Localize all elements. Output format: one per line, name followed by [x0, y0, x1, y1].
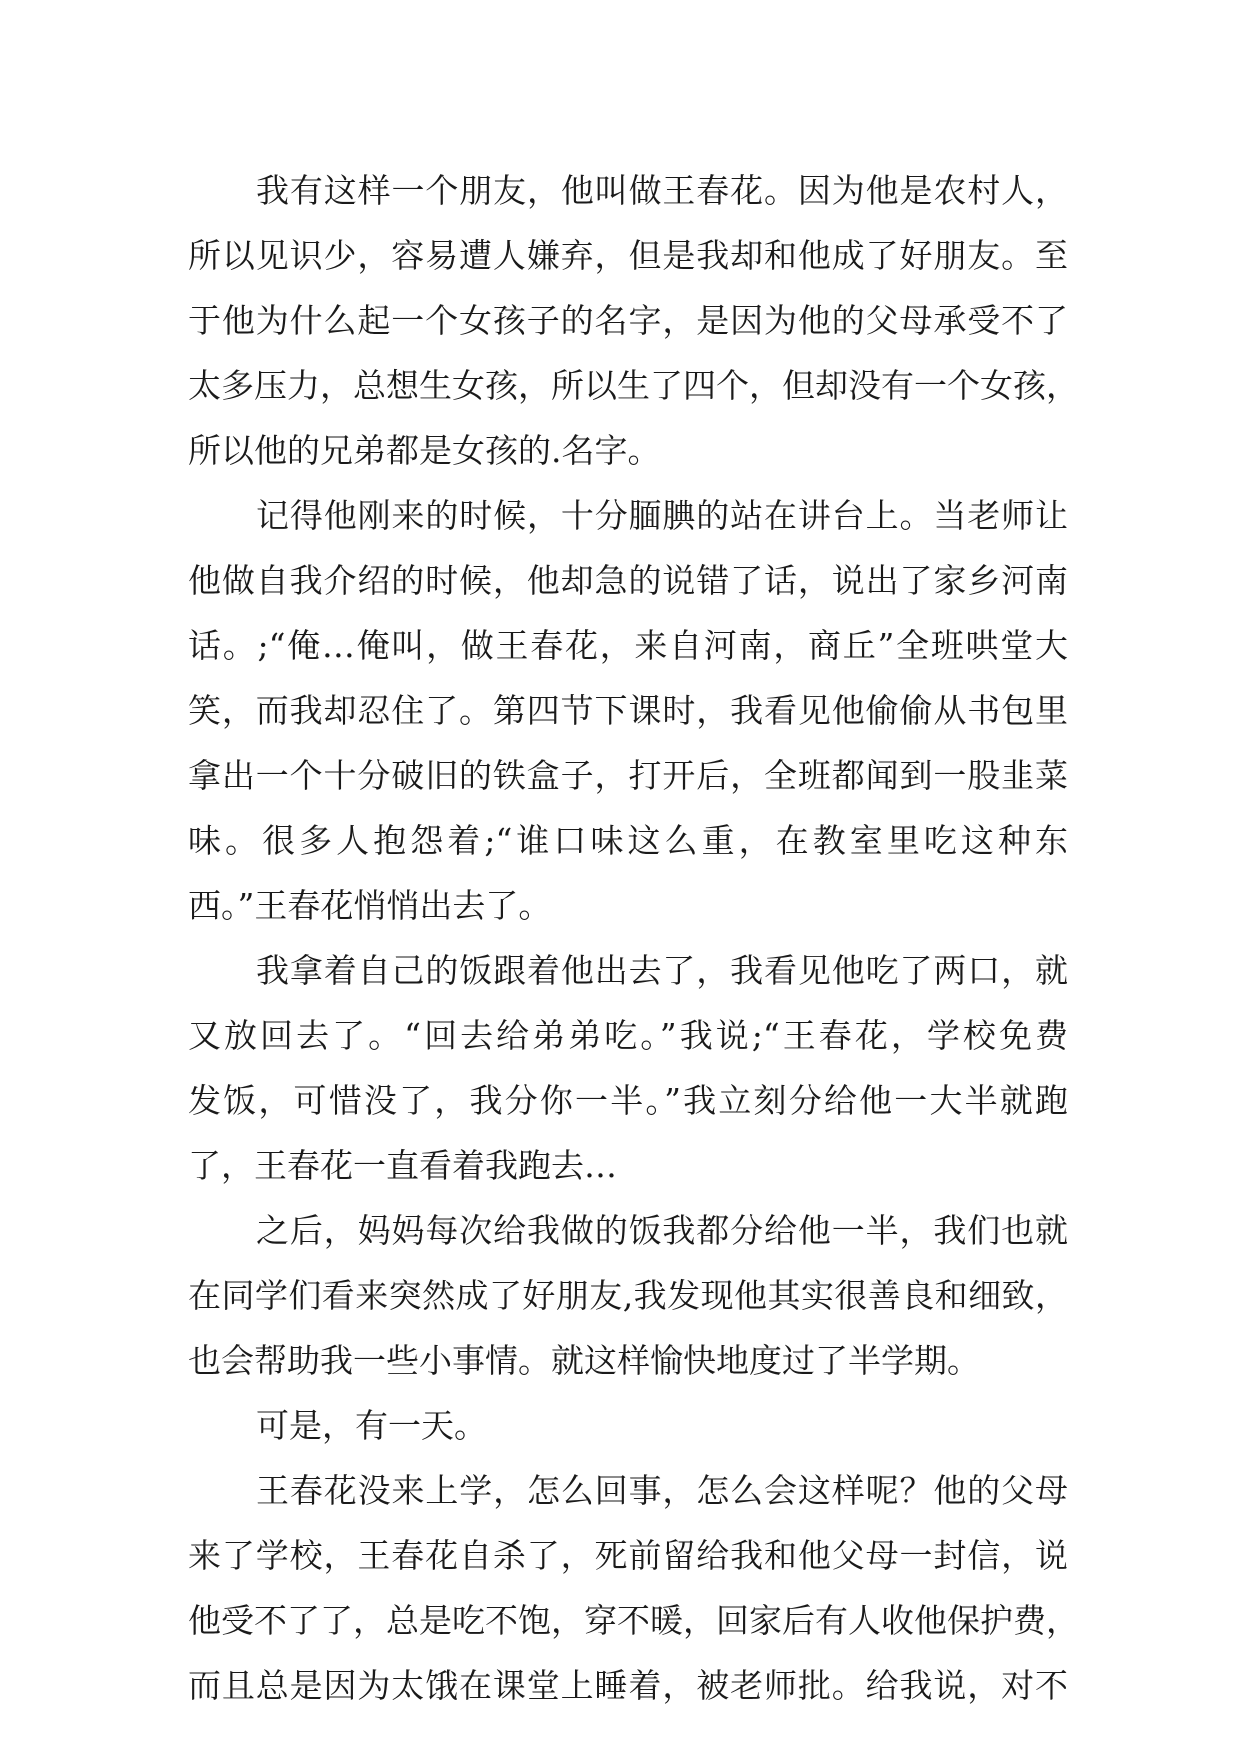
text-line: 之后，妈妈每次给我做的饭我都分给他一半，我们也就	[256, 1211, 1068, 1250]
text-line: 王春花没来上学，怎么回事，怎么会这样呢？他的父母	[256, 1471, 1068, 1510]
text-line: 又放回去了。“回去给弟弟吃。”我说;“王春花，学校免费	[188, 1016, 1068, 1055]
text-line: 可是，有一天。	[256, 1406, 487, 1445]
text-line: 西。”王春花悄悄出去了。	[188, 886, 552, 925]
text-line: 太多压力，总想生女孩，所以生了四个，但却没有一个女孩，	[188, 366, 1079, 405]
text-line: 所以他的兄弟都是女孩的.名字。	[188, 431, 661, 470]
text-line: 于他为什么起一个女孩子的名字，是因为他的父母承受不了	[188, 301, 1068, 340]
text-line: 来了学校，王春花自杀了，死前留给我和他父母一封信，说	[188, 1536, 1068, 1575]
text-line: 也会帮助我一些小事情。就这样愉快地度过了半学期。	[188, 1341, 980, 1380]
essay-body	[188, 158, 1079, 1718]
text-line: 他受不了了，总是吃不饱，穿不暖，回家后有人收他保护费，	[188, 1601, 1079, 1640]
text-line: 笑，而我却忍住了。第四节下课时，我看见他偷偷从书包里	[188, 691, 1068, 730]
text-line: 味。很多人抱怨着;“谁口味这么重，在教室里吃这种东	[188, 821, 1068, 860]
text-line: 我有这样一个朋友，他叫做王春花。因为他是农村人，	[256, 171, 1068, 210]
text-line: 记得他刚来的时候，十分腼腆的站在讲台上。当老师让	[256, 496, 1068, 535]
text-line: 拿出一个十分破旧的铁盒子，打开后，全班都闻到一股韭菜	[188, 756, 1068, 795]
text-line: 而且总是因为太饿在课堂上睡着，被老师批。给我说，对不	[188, 1666, 1068, 1705]
text-line: 所以见识少，容易遭人嫌弃，但是我却和他成了好朋友。至	[188, 236, 1068, 275]
text-line: 发饭，可惜没了，我分你一半。”我立刻分给他一大半就跑	[188, 1081, 1068, 1120]
text-line: 在同学们看来突然成了好朋友,我发现他其实很善良和细致，	[188, 1276, 1068, 1315]
text-line: 了，王春花一直看着我跑去…	[188, 1146, 617, 1185]
text-line: 他做自我介绍的时候，他却急的说错了话，说出了家乡河南	[188, 561, 1068, 600]
text-line: 话。;“俺…俺叫，做王春花，来自河南，商丘”全班哄堂大	[188, 626, 1068, 665]
text-line: 我拿着自己的饭跟着他出去了，我看见他吃了两口，就	[256, 951, 1068, 990]
